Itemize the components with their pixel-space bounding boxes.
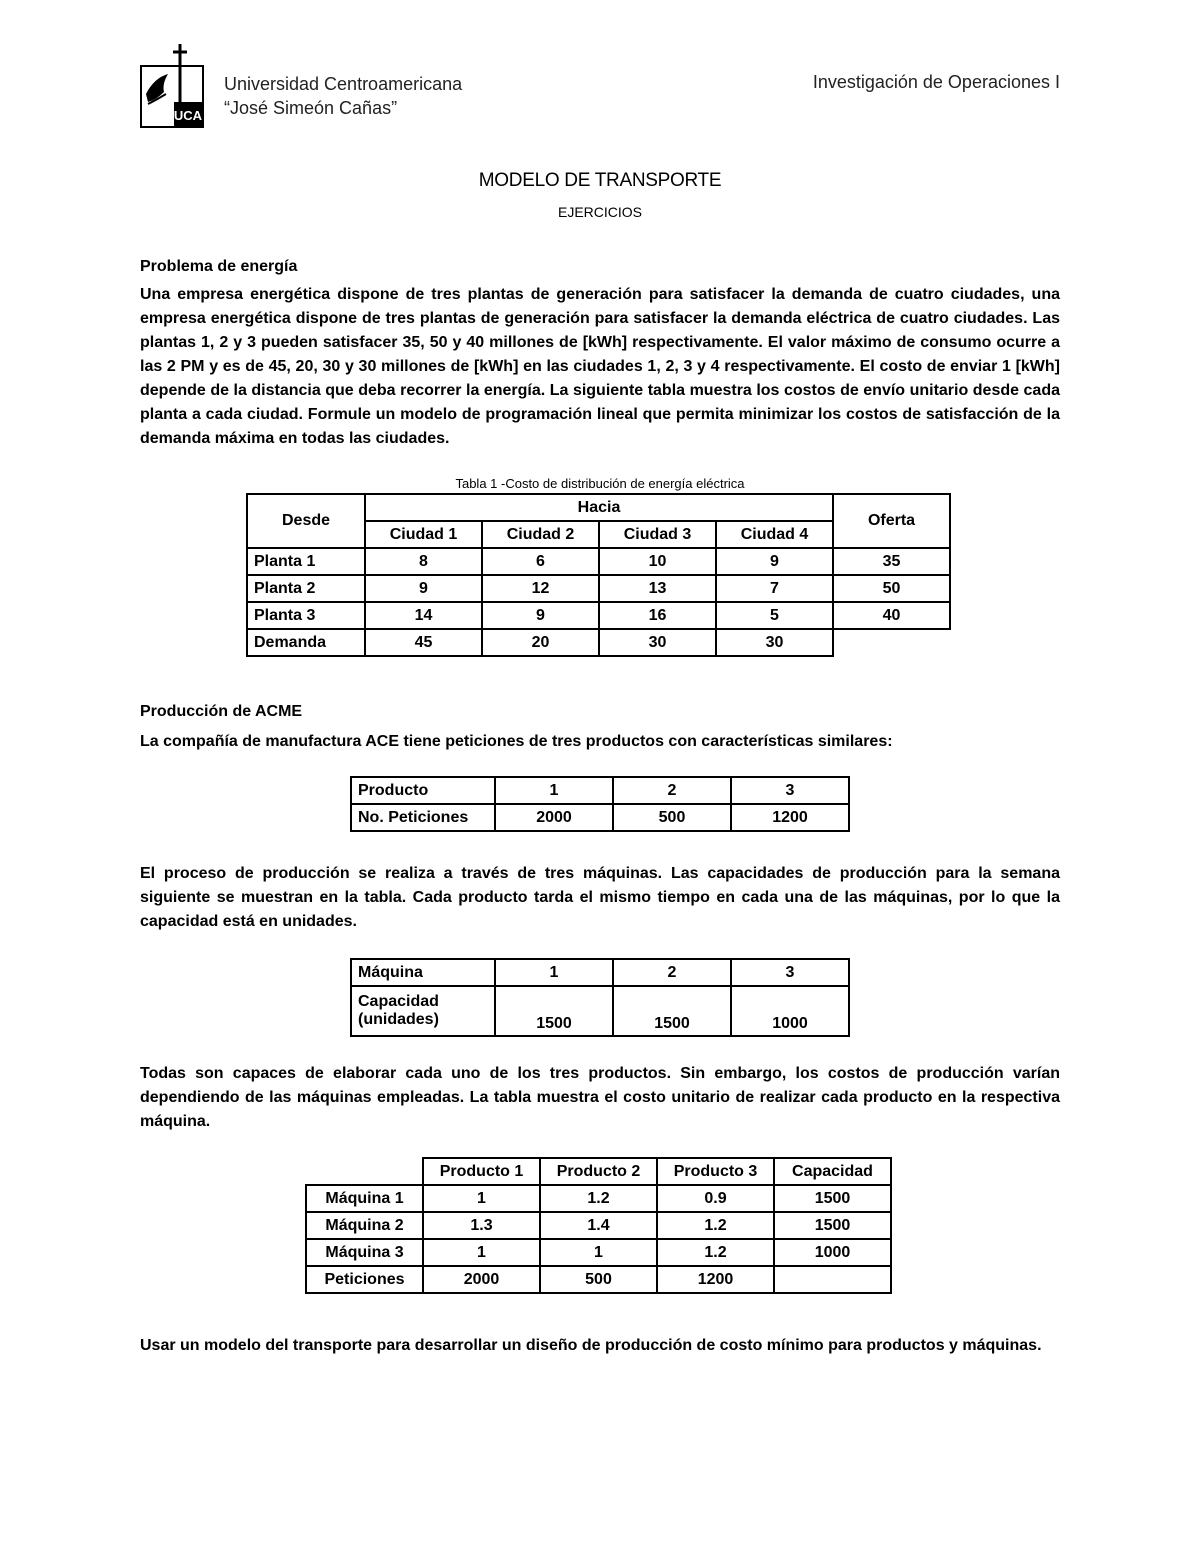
capacity-label-line-1: Capacidad bbox=[358, 993, 439, 1010]
city-header: Ciudad 2 bbox=[482, 521, 599, 548]
hacia-header: Hacia bbox=[365, 494, 833, 521]
cost-cell: 10 bbox=[599, 548, 716, 575]
city-header: Ciudad 1 bbox=[365, 521, 482, 548]
product-number: 2 bbox=[613, 777, 731, 804]
demand-cell: 30 bbox=[599, 629, 716, 656]
cost-cell: 8 bbox=[365, 548, 482, 575]
capacity-value: 1000 bbox=[731, 986, 849, 1036]
capacity-header: Capacidad bbox=[774, 1158, 891, 1185]
plant-label: Planta 3 bbox=[247, 602, 365, 629]
cost-cell: 14 bbox=[365, 602, 482, 629]
cost-cell: 1.2 bbox=[657, 1212, 774, 1239]
cost-cell: 1.4 bbox=[540, 1212, 657, 1239]
oferta-header: Oferta bbox=[833, 494, 950, 548]
university-logo bbox=[140, 44, 204, 128]
capacity-label bbox=[351, 986, 495, 1036]
table-row bbox=[351, 959, 849, 986]
university-line-2: “José Simeón Cañas” bbox=[224, 98, 398, 118]
table-row bbox=[351, 986, 849, 1036]
page-header bbox=[140, 44, 1060, 130]
product-number: 3 bbox=[731, 777, 849, 804]
table-row bbox=[351, 777, 849, 804]
capacity-value: 1500 bbox=[613, 986, 731, 1036]
machine-number: 1 bbox=[495, 959, 613, 986]
supply-cell: 35 bbox=[833, 548, 950, 575]
capacity-cell: 1500 bbox=[774, 1185, 891, 1212]
production-cost-table bbox=[305, 1157, 892, 1294]
machine-label: Máquina 1 bbox=[306, 1185, 423, 1212]
cost-cell: 6 bbox=[482, 548, 599, 575]
requests-cell: 2000 bbox=[423, 1266, 540, 1293]
table-row bbox=[247, 602, 950, 629]
table-row bbox=[306, 1239, 891, 1266]
requests-value: 1200 bbox=[731, 804, 849, 831]
requests-value: 500 bbox=[613, 804, 731, 831]
demand-cell: 45 bbox=[365, 629, 482, 656]
product-header-label: Producto bbox=[351, 777, 495, 804]
city-header: Ciudad 3 bbox=[599, 521, 716, 548]
requests-label: No. Peticiones bbox=[351, 804, 495, 831]
requests-value: 2000 bbox=[495, 804, 613, 831]
capacity-label-line-2: (unidades) bbox=[358, 1011, 439, 1028]
logo-text: UCA bbox=[173, 108, 203, 123]
table-row bbox=[306, 1158, 891, 1185]
cost-cell: 1.2 bbox=[657, 1239, 774, 1266]
requests-label: Peticiones bbox=[306, 1266, 423, 1293]
cost-cell: 12 bbox=[482, 575, 599, 602]
desde-header: Desde bbox=[247, 494, 365, 548]
cost-cell: 13 bbox=[599, 575, 716, 602]
energy-text: Una empresa energética dispone de tres plantas de generación para satisfacer la demanda de cuatro ciudades, una empresa energética dispone de tres plantas de generación para satisfacer la demanda eléctrica de cuatro ciudades. Las plantas 1, 2 y 3 pueden satisfacer 35, 50 y 40 millones de [kWh] respectivamente. El valor máximo de consumo ocurre a las 2 PM y es de 45, 20, 30 y 30 millones de [kWh] en las ciudades 1, 2, 3 y 4 respectivamente. El costo de enviar 1 [kWh] depende de la distancia que deba recorrer la energía. La siguiente tabla muestra los costos de envío unitario desde cada planta a cada ciudad. Formule un modelo de programación lineal que permita minimizar los costos de satisfacción de la demanda máxima en todas las ciudades. bbox=[140, 286, 1060, 447]
product-number: 1 bbox=[495, 777, 613, 804]
product-header: Producto 2 bbox=[540, 1158, 657, 1185]
table-row bbox=[351, 804, 849, 831]
table-row bbox=[306, 1185, 891, 1212]
energy-table-caption: Tabla 1 -Costo de distribución de energía eléctrica bbox=[455, 476, 745, 491]
requests-cell: 1200 bbox=[657, 1266, 774, 1293]
plant-label: Planta 1 bbox=[247, 548, 365, 575]
demand-label: Demanda bbox=[247, 629, 365, 656]
machine-header-label: Máquina bbox=[351, 959, 495, 986]
capacity-cell: 1000 bbox=[774, 1239, 891, 1266]
requests-table bbox=[350, 776, 850, 832]
acme-intro: La compañía de manufactura ACE tiene peticiones de tres productos con características similares: bbox=[140, 733, 893, 750]
cost-cell: 1 bbox=[423, 1239, 540, 1266]
cost-cell: 5 bbox=[716, 602, 833, 629]
page-subtitle: EJERCICIOS bbox=[557, 204, 642, 220]
cost-text: Todas son capaces de elaborar cada uno de los tres productos. Sin embargo, los costos de producción varían dependiendo de las máquinas empleadas. La tabla muestra el costo unitario de realizar cada producto en la respectiva máquina. bbox=[140, 1065, 1060, 1130]
acme-heading: Producción de ACME bbox=[140, 703, 303, 720]
product-header: Producto 1 bbox=[423, 1158, 540, 1185]
process-text: El proceso de producción se realiza a través de tres máquinas. Las capacidades de producción para la semana siguiente se muestran en la tabla. Cada producto tarda el mismo tiempo en cada una de las máquinas, por lo que la capacidad está en unidades. bbox=[140, 865, 1060, 930]
supply-cell: 40 bbox=[833, 602, 950, 629]
capacity-table bbox=[350, 958, 850, 1037]
energy-cost-table bbox=[246, 493, 951, 657]
city-header: Ciudad 4 bbox=[716, 521, 833, 548]
cost-cell: 1.2 bbox=[540, 1185, 657, 1212]
cost-cell: 0.9 bbox=[657, 1185, 774, 1212]
requests-cell bbox=[774, 1266, 891, 1293]
cost-cell: 1 bbox=[423, 1185, 540, 1212]
closing-text: Usar un modelo del transporte para desarrollar un diseño de producción de costo mínimo para productos y máquinas. bbox=[140, 1337, 1042, 1354]
machine-label: Máquina 3 bbox=[306, 1239, 423, 1266]
cost-cell: 7 bbox=[716, 575, 833, 602]
demand-cell: 20 bbox=[482, 629, 599, 656]
table-row bbox=[247, 629, 950, 656]
cost-cell: 1.3 bbox=[423, 1212, 540, 1239]
empty-cell bbox=[306, 1158, 423, 1185]
university-line-1: Universidad Centroamericana bbox=[224, 74, 463, 94]
supply-cell: 50 bbox=[833, 575, 950, 602]
cost-cell: 9 bbox=[482, 602, 599, 629]
capacity-value: 1500 bbox=[495, 986, 613, 1036]
product-header: Producto 3 bbox=[657, 1158, 774, 1185]
machine-number: 2 bbox=[613, 959, 731, 986]
table-row bbox=[306, 1266, 891, 1293]
cost-cell: 9 bbox=[365, 575, 482, 602]
machine-label: Máquina 2 bbox=[306, 1212, 423, 1239]
page-title: MODELO DE TRANSPORTE bbox=[478, 170, 722, 191]
cost-cell: 16 bbox=[599, 602, 716, 629]
table-row bbox=[306, 1212, 891, 1239]
capacity-cell: 1500 bbox=[774, 1212, 891, 1239]
requests-cell: 500 bbox=[540, 1266, 657, 1293]
plant-label: Planta 2 bbox=[247, 575, 365, 602]
cost-cell: 1 bbox=[540, 1239, 657, 1266]
course-name: Investigación de Operaciones I bbox=[812, 72, 1060, 92]
demand-cell: 30 bbox=[716, 629, 833, 656]
empty-cell bbox=[833, 629, 950, 656]
energy-heading: Problema de energía bbox=[140, 258, 298, 275]
university-name bbox=[224, 72, 462, 120]
table-row bbox=[247, 575, 950, 602]
cost-cell: 9 bbox=[716, 548, 833, 575]
table-row bbox=[247, 548, 950, 575]
machine-number: 3 bbox=[731, 959, 849, 986]
